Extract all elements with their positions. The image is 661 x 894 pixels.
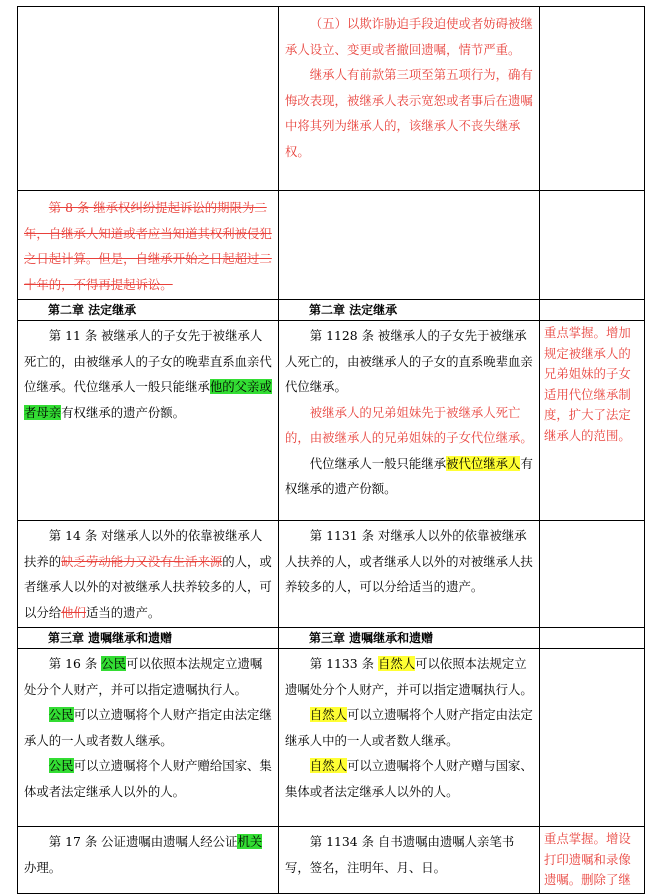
highlight: 自然人 <box>309 758 347 773</box>
old-law-cell <box>18 649 279 827</box>
new-law-cell <box>279 191 540 300</box>
new-law-cell <box>279 827 540 894</box>
chapter-heading-row <box>18 300 645 321</box>
law-comparison-table <box>17 6 645 894</box>
highlight: 他的父亲或者母亲 <box>24 379 272 420</box>
article-paragraph: 代位继承人一般只能继承被代位继承人有权继承的遗产份额。 <box>285 455 533 496</box>
article-paragraph-added: 被继承人的兄弟姐妹先于被继承人死亡的，由被继承人的兄弟姐妹的子女代位继承。 <box>285 404 533 445</box>
chapter-heading-new: 第三章 遗嘱继承和遗赠 <box>279 628 540 649</box>
highlight: 被代位继承人 <box>446 455 521 471</box>
table-row <box>18 521 645 628</box>
chapter-heading-row <box>18 628 645 649</box>
old-law-cell <box>18 7 279 191</box>
new-law-cell <box>279 649 540 827</box>
table-row <box>18 827 645 894</box>
article-paragraph: 自然人可以立遗嘱将个人财产指定由法定继承人中的一人或者数人继承。 <box>285 707 533 748</box>
article-paragraph: 公民可以立遗嘱将个人财产指定由法定继承人的一人或者数人继承。 <box>24 707 272 748</box>
highlight: 机关 <box>237 834 263 849</box>
deleted-text: 缺乏劳动能力又没有生活来源 <box>61 553 223 569</box>
note-cell: 重点掌握。增加规定被继承人的兄弟姐妹的子女适用代位继承制度，扩大了法定继承人的范围。 <box>540 321 645 521</box>
note-cell <box>540 300 645 321</box>
table-row <box>18 7 645 191</box>
note-cell <box>540 191 645 300</box>
highlight: 公民 <box>48 758 74 773</box>
old-law-cell <box>18 521 279 628</box>
article-paragraph: 第 1134 条 自书遗嘱由遗嘱人亲笔书写，签名，注明年、月、日。 <box>285 834 515 875</box>
note-cell <box>540 7 645 191</box>
chapter-heading-new: 第二章 法定继承 <box>279 300 540 321</box>
note-cell <box>540 628 645 649</box>
article-paragraph: （五）以欺诈胁迫手段迫使或者妨碍被继承人设立、变更或者撤回遗嘱，情节严重。 <box>285 16 533 57</box>
article-paragraph: 第 1131 条 对继承人以外的依靠被继承人扶养的人，或者继承人以外的对被继承人扶养较多的人，可以分给适当的遗产。 <box>285 528 533 594</box>
note-cell <box>540 649 645 827</box>
table-row <box>18 191 645 300</box>
deleted-text: 他们 <box>61 604 86 620</box>
old-law-cell <box>18 321 279 521</box>
old-law-cell <box>18 827 279 894</box>
article-paragraph: 第 17 条 公证遗嘱由遗嘱人经公证机关办理。 <box>24 834 263 875</box>
table-row <box>18 649 645 827</box>
new-law-cell <box>279 321 540 521</box>
highlight: 公民 <box>48 707 74 722</box>
article-paragraph: 公民可以立遗嘱将个人财产赠给国家、集体或者法定继承人以外的人。 <box>24 758 272 799</box>
new-law-cell <box>279 7 540 191</box>
article-paragraph: 第 1133 条 自然人可以依照本法规定立遗嘱处分个人财产，并可以指定遗嘱执行人。 <box>285 656 533 697</box>
deleted-article: 第 8 条 继承权纠纷提起诉讼的期限为二年，自继承人知道或者应当知道其权利被侵犯之日起计算。但是，自继承开始之日起超过二十年的，不得再提起诉讼。 <box>24 200 272 292</box>
highlight: 自然人 <box>309 707 347 722</box>
article-paragraph: 自然人可以立遗嘱将个人财产赠与国家、集体或者法定继承人以外的人。 <box>285 758 533 799</box>
note-cell: 重点掌握。增设打印遗嘱和录像遗嘱。删除了继 <box>540 827 645 894</box>
article-paragraph: 第 16 条 公民可以依照本法规定立遗嘱处分个人财产，并可以指定遗嘱执行人。 <box>24 656 263 697</box>
old-law-cell <box>18 191 279 300</box>
article-paragraph: 第 1128 条 被继承人的子女先于被继承人死亡的，由被继承人的子女的直系晚辈血亲代位继承。 <box>285 328 533 394</box>
note-cell <box>540 521 645 628</box>
new-law-cell <box>279 521 540 628</box>
article-paragraph: 第 11 条 被继承人的子女先于被继承人死亡的，由被继承人的子女的晚辈直系血亲代位继承。代位继承人一般只能继承他的父亲或者母亲有权继承的遗产份额。 <box>24 328 272 420</box>
chapter-heading-old: 第二章 法定继承 <box>18 300 279 321</box>
highlight: 自然人 <box>377 656 416 671</box>
highlight: 公民 <box>101 656 126 671</box>
article-paragraph: 第 14 条 对继承人以外的依靠被继承人扶养的缺乏劳动能力又没有生活来源的人，或者继承人以外的对被继承人扶养较多的人，可以分给他们适当的遗产。 <box>24 528 272 620</box>
chapter-heading-old: 第三章 遗嘱继承和遗赠 <box>18 628 279 649</box>
article-paragraph: 继承人有前款第三项至第五项行为，确有悔改表现，被继承人表示宽恕或者事后在遗嘱中将其列为继承人的，该继承人不丧失继承权。 <box>285 67 533 159</box>
table-row <box>18 321 645 521</box>
